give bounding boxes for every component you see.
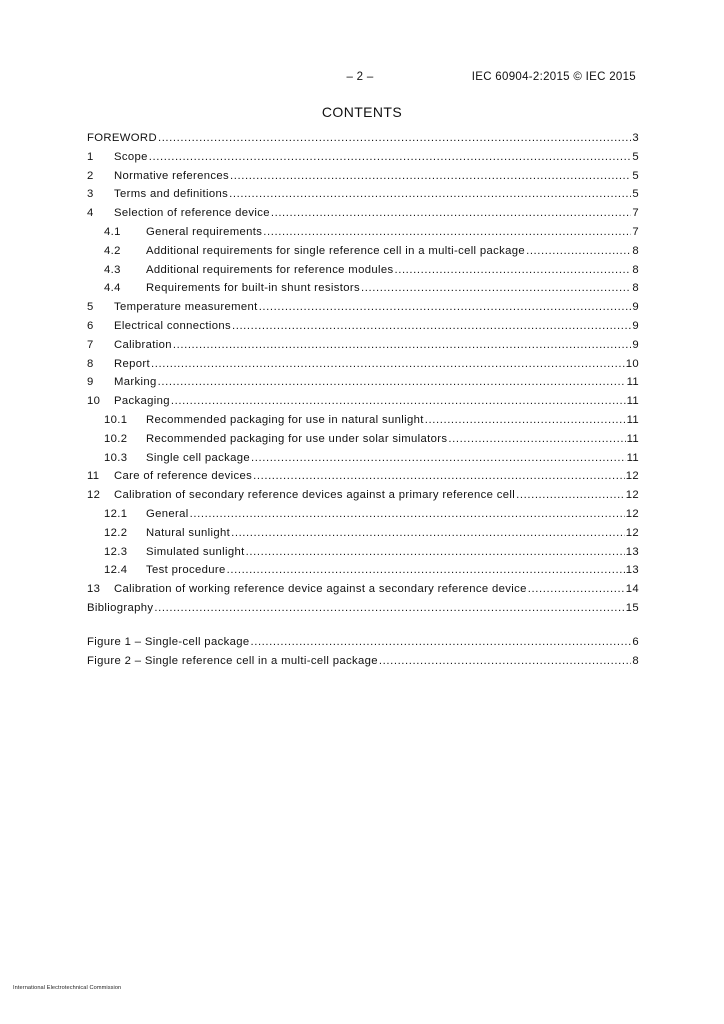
toc-entry-title: Marking [114, 376, 157, 389]
toc-entry-number: 12 [87, 489, 101, 502]
toc-entry-page: 8 [632, 282, 639, 295]
toc-entry-page: 9 [632, 319, 639, 332]
toc-entry-page: 14 [625, 583, 639, 596]
document-reference: IEC 60904-2:2015 © IEC 2015 [471, 71, 636, 83]
toc-dot-leader [158, 376, 626, 388]
toc-entry-number: 3 [87, 188, 94, 201]
toc-entry-page: 7 [632, 225, 639, 238]
page-title: CONTENTS [321, 104, 403, 120]
toc-entry-page: 9 [632, 301, 639, 314]
toc-dot-leader [394, 264, 631, 276]
toc-entry-page: 9 [632, 338, 639, 351]
toc-entry-title: Figure 2 – Single reference cell in a multi-cell package [87, 654, 378, 667]
toc-entry[interactable] [87, 527, 639, 546]
toc-entry-number: 13 [87, 583, 101, 596]
toc-entry-page: 11 [626, 451, 639, 464]
toc-entry-page: 12 [625, 470, 639, 483]
toc-entry-number: 4.2 [104, 244, 121, 257]
toc-entry-number: 2 [87, 169, 94, 182]
toc-dot-leader [151, 358, 625, 370]
toc-dot-leader [173, 339, 632, 351]
toc-dot-leader [425, 414, 626, 426]
toc-dot-leader [227, 564, 625, 576]
toc-dot-leader [516, 489, 625, 501]
toc-entry-page: 11 [626, 432, 639, 445]
toc-entry-title: General [146, 507, 189, 520]
toc-dot-leader [250, 636, 631, 648]
toc-entry-number: 1 [87, 150, 94, 163]
toc-entry-title: Test procedure [146, 564, 226, 577]
toc-entry-title: FOREWORD [87, 132, 157, 144]
toc-entry[interactable] [87, 376, 639, 395]
toc-entry-page: 5 [632, 150, 639, 163]
toc-dot-leader [448, 433, 625, 445]
toc-entry-page: 8 [632, 244, 639, 257]
toc-entry[interactable] [87, 339, 639, 358]
toc-entry-title: Temperature measurement [114, 301, 258, 314]
footer-publisher: International Electrotechnical Commission [13, 985, 122, 991]
toc-entry-page: 13 [625, 545, 639, 558]
toc-entry[interactable] [87, 489, 639, 508]
toc-dot-leader [232, 320, 631, 332]
toc-entry[interactable] [87, 207, 639, 226]
toc-entry-number: 12.1 [104, 507, 128, 520]
toc-entry[interactable] [87, 395, 639, 414]
toc-entry[interactable] [87, 320, 639, 339]
toc-entry-number: 12.2 [104, 526, 128, 539]
toc-entry[interactable] [87, 170, 639, 189]
toc-dot-leader [271, 207, 632, 219]
toc-dot-leader [171, 395, 626, 407]
toc-entry-page: 15 [625, 601, 639, 614]
toc-entry-number: 7 [87, 338, 94, 351]
toc-entry-number: 4 [87, 207, 94, 220]
toc-entry-number: 10.3 [104, 451, 128, 464]
toc-dot-leader [253, 470, 625, 482]
toc-entry-title: Natural sunlight [146, 526, 231, 539]
toc-dot-leader [246, 546, 625, 558]
toc-entry-page: 7 [632, 207, 639, 220]
toc-entry-title: Bibliography [87, 601, 154, 614]
toc-entry-page: 11 [626, 376, 639, 389]
toc-entry-title: Simulated sunlight [146, 545, 245, 558]
toc-entry[interactable] [87, 470, 639, 489]
toc-entry-page: 5 [632, 169, 639, 182]
toc-entry[interactable] [87, 508, 639, 527]
toc-entry-title: Terms and definitions [114, 188, 229, 201]
toc-entry[interactable] [87, 564, 639, 583]
toc-dot-leader [230, 170, 631, 182]
toc-entry-title: Calibration [114, 338, 172, 351]
toc-dot-leader [229, 188, 631, 200]
toc-entry[interactable] [87, 245, 639, 264]
toc-entry-title: Care of reference devices [114, 470, 253, 483]
toc-entry-page: 3 [632, 132, 639, 144]
toc-entry-title: Calibration of secondary reference devices against a primary reference cell [114, 489, 516, 502]
toc-entry-number: 9 [87, 376, 94, 389]
toc-dot-leader [379, 655, 631, 667]
toc-entry[interactable] [87, 358, 639, 377]
toc-entry-title: Additional requirements for single reference cell in a multi-cell package [146, 244, 526, 257]
toc-dot-leader [231, 527, 625, 539]
toc-entry-title: Calibration of working reference device against a secondary reference device [114, 583, 527, 596]
toc-entry-page: 12 [625, 489, 639, 502]
toc-entry-number: 4.1 [104, 225, 121, 238]
toc-entry-title: Single cell package [146, 451, 250, 464]
toc-entry-title: Recommended packaging for use under solar simulators [146, 432, 448, 445]
toc-entry-title: Electrical connections [114, 319, 231, 332]
toc-entry-number: 11 [87, 470, 100, 483]
toc-dot-leader [154, 602, 624, 614]
toc-entry-title: Normative references [114, 169, 229, 182]
toc-entry-number: 12.4 [104, 564, 128, 577]
toc-entry[interactable] [87, 452, 639, 471]
toc-entry-page: 12 [625, 526, 639, 539]
figure-list-entry[interactable] [87, 636, 639, 655]
toc-entry[interactable] [87, 602, 639, 621]
toc-entry-number: 10 [87, 395, 101, 408]
toc-entry-number: 5 [87, 301, 94, 314]
toc-dot-leader [259, 301, 632, 313]
toc-entry-title: Packaging [114, 395, 170, 408]
toc-dot-leader [149, 151, 632, 163]
toc-dot-leader [251, 452, 626, 464]
toc-entry-page: 12 [625, 507, 639, 520]
toc-entry-page: 8 [632, 654, 639, 667]
toc-entry-title: Recommended packaging for use in natural sunlight [146, 413, 424, 426]
toc-dot-leader [526, 245, 631, 257]
toc-entry[interactable] [87, 414, 639, 433]
toc-entry-number: 12.3 [104, 545, 128, 558]
toc-entry-title: Additional requirements for reference modules [146, 263, 394, 276]
toc-entry-title: Figure 1 – Single-cell package [87, 635, 250, 648]
toc-entry[interactable] [87, 433, 639, 452]
toc-entry[interactable] [87, 546, 639, 565]
toc-dot-leader [190, 508, 625, 520]
toc-entry[interactable] [87, 264, 639, 283]
figure-list-entry[interactable] [87, 655, 639, 674]
toc-entry-number: 6 [87, 319, 94, 332]
toc-entry-title: Scope [114, 150, 148, 163]
page-header [0, 71, 724, 85]
table-of-contents [87, 132, 639, 673]
toc-entry-title: General requirements [146, 225, 263, 238]
toc-entry-page: 10 [625, 357, 639, 370]
toc-dot-leader [361, 282, 631, 294]
toc-entry-title: Selection of reference device [114, 207, 270, 220]
toc-entry-page: 13 [625, 564, 639, 577]
page-number: – 2 – [346, 71, 374, 83]
toc-entry-number: 4.4 [104, 282, 121, 295]
toc-entry-page: 6 [632, 635, 639, 648]
toc-entry[interactable] [87, 301, 639, 320]
toc-entry-page: 8 [632, 263, 639, 276]
toc-entry[interactable] [87, 583, 639, 602]
toc-entry-title: Report [114, 357, 151, 370]
toc-entry[interactable] [87, 132, 639, 151]
toc-entry-page: 11 [626, 395, 639, 408]
toc-entry-page: 11 [626, 413, 639, 426]
toc-entry-number: 10.1 [104, 413, 128, 426]
toc-entry-title: Requirements for built-in shunt resistors [146, 282, 361, 295]
toc-entry[interactable] [87, 282, 639, 301]
toc-entry-number: 4.3 [104, 263, 121, 276]
toc-dot-leader [263, 226, 631, 238]
toc-entry[interactable] [87, 151, 639, 170]
toc-entry[interactable] [87, 226, 639, 245]
toc-dot-leader [158, 132, 631, 144]
toc-entry-number: 8 [87, 357, 94, 370]
toc-entry-page: 5 [632, 188, 639, 201]
toc-entry-number: 10.2 [104, 432, 128, 445]
toc-entry[interactable] [87, 188, 639, 207]
toc-dot-leader [528, 583, 625, 595]
